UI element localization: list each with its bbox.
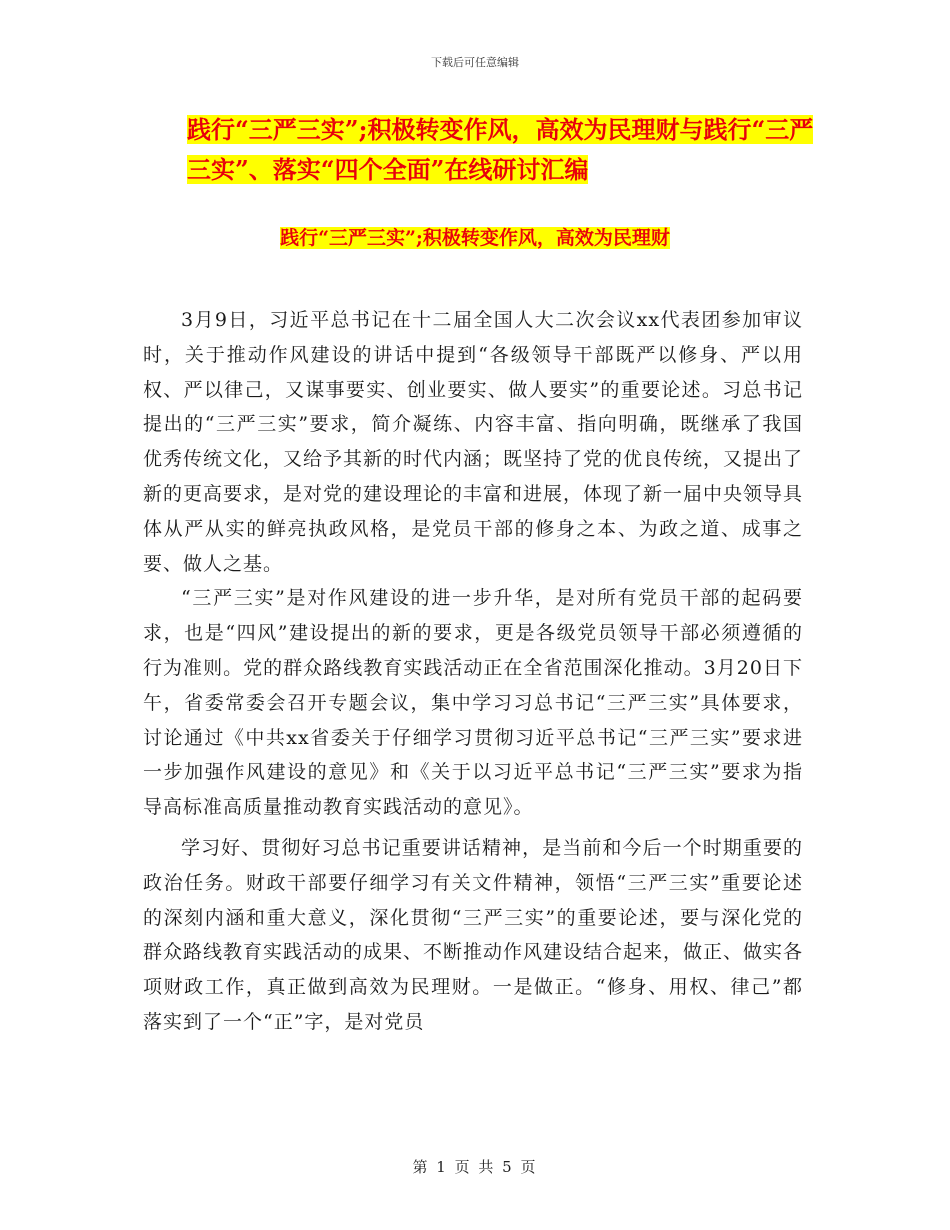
paragraph-3: 学习好、贯彻好习总书记重要讲话精神，是当前和今后一个时期重要的政治任务。财政干部要仔细学习有关文件精神，领悟“三严三实”重要论述的深刻内涵和重大意义，深化贯彻“三严三实”的重要论述，要与深化党的群众路线教育实践活动的成果、不断推动作风建设结合起来，做正、做实各项财政工作，真正做到高效为民理财。一是做正。“修身、用权、律己”都落实到了一个“正”字，是对党员 [143,836,804,1033]
paragraph-2: “三严三实”是对作风建设的进一步升华，是对所有党员干部的起码要求，也是“四风”建设提出的新的要求，更是各级党员领导干部必须遵循的行为准则。党的群众路线教育实践活动正在全省范围深化推动。3月20日下午，省委常委会召开专题会议，集中学习习总书记“三严三实”具体要求，讨论通过《中共xx省委关于仔细学习贯彻习近平总书记“三严三实”要求进一步加强作风建设的意见》和《关于以习近平总书记“三严三实”要求为指导高标准高质量推动教育实践活动的意见》。 [143,587,803,819]
document-body [143,303,803,1040]
header-note: 下载后可任意编辑 [431,56,519,69]
paragraph-1: 3月9日，习近平总书记在十二届全国人大二次会议xx代表团参加审议时，关于推动作风建设的讲话中提到“各级领导干部既严以修身、严以用权、严以律己，又谋事要实、创业要实、做人要实”的重要论述。习总书记提出的“三严三实”要求，简介凝练、内容丰富、指向明确，既继承了我国优秀传统文化，又给予其新的时代内涵；既坚持了党的优良传统，又提出了新的更高要求，是对党的建设理论的丰富和进展，体现了新一届中央领导具体从严从实的鲜亮执政风格，是党员干部的修身之本、为政之道、成事之要、做人之基。 [143,309,804,575]
document-subtitle-text: 践行“三严三实”;积极转变作风，高效为民理财 [280,227,670,249]
document-title-text: 践行“三严三实”;积极转变作风，高效为民理财与践行“三严三实”、落实“四个全面”在线研讨汇编 [187,115,814,184]
page-indicator: 第 1 页 共 5 页 [412,1158,538,1176]
document-title [187,110,827,190]
document-subtitle [0,226,950,250]
